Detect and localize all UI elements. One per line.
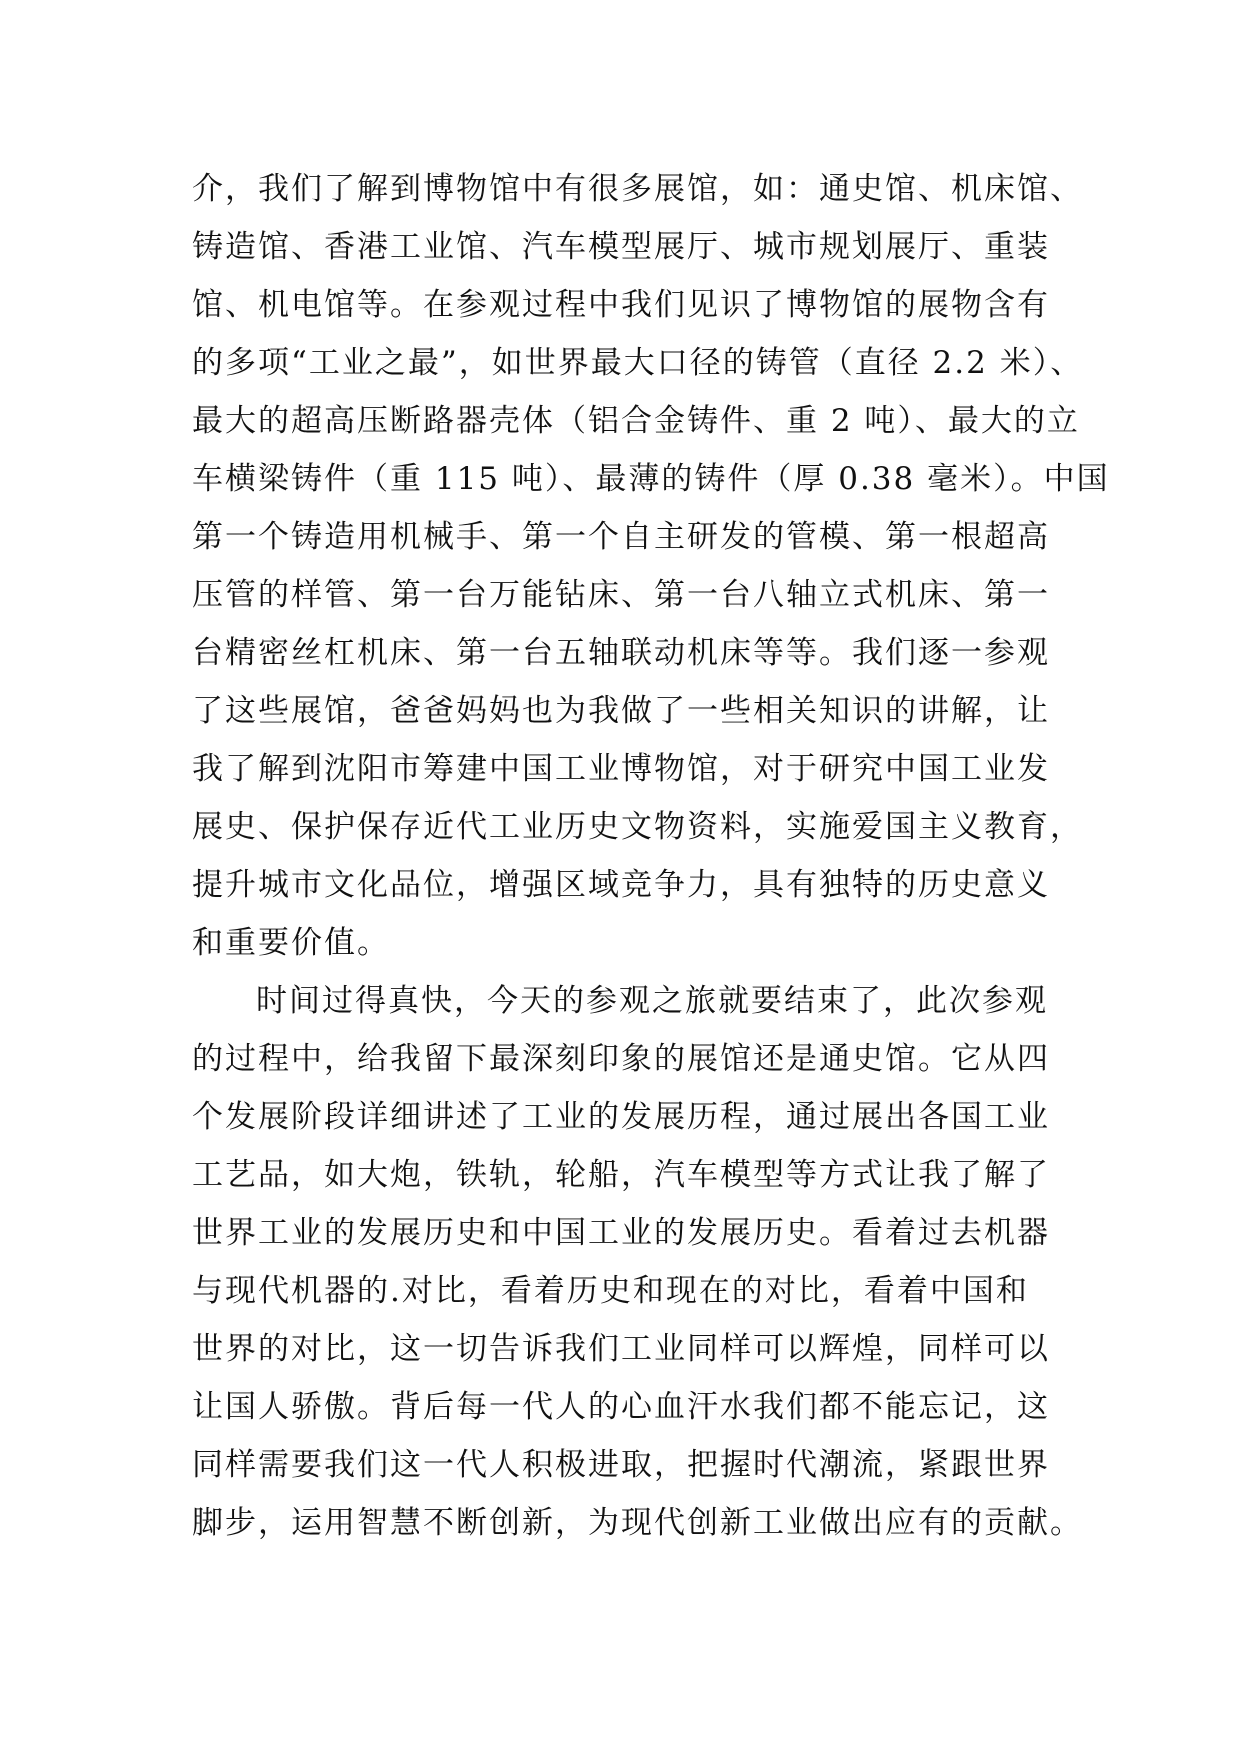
text-line: 介，我们了解到博物馆中有很多展馆，如：通史馆、机床馆、 [192, 171, 1083, 207]
text-line: 同样需要我们这一代人积极进取，把握时代潮流，紧跟世界 [192, 1447, 1050, 1483]
text-line: 车横梁铸件（重 115 吨）、最薄的铸件（厚 0.38 毫米）。中国 [192, 461, 1110, 497]
text-line: 的过程中，给我留下最深刻印象的展馆还是通史馆。它从四 [192, 1041, 1050, 1077]
text-line: 个发展阶段详细讲述了工业的发展历程，通过展出各国工业 [192, 1099, 1050, 1135]
text-line: 让国人骄傲。背后每一代人的心血汗水我们都不能忘记，这 [192, 1389, 1050, 1425]
text-line: 第一个铸造用机械手、第一个自主研发的管模、第一根超高 [192, 519, 1050, 555]
text-line: 了这些展馆，爸爸妈妈也为我做了一些相关知识的讲解，让 [192, 693, 1050, 729]
text-line: 铸造馆、香港工业馆、汽车模型展厅、城市规划展厅、重装 [192, 229, 1050, 265]
text-line: 世界的对比，这一切告诉我们工业同样可以辉煌，同样可以 [192, 1331, 1050, 1367]
text-line: 和重要价值。 [192, 925, 390, 961]
text-line: 脚步，运用智慧不断创新，为现代创新工业做出应有的贡献。 [192, 1505, 1083, 1541]
text-line: 馆、机电馆等。在参观过程中我们见识了博物馆的展物含有 [192, 287, 1050, 323]
text-line: 压管的样管、第一台万能钻床、第一台八轴立式机床、第一 [192, 577, 1050, 613]
text-line: 与现代机器的.对比，看着历史和现在的对比，看着中国和 [192, 1273, 1029, 1309]
paragraph-2 [192, 972, 1092, 1552]
text-line: 的多项“工业之最”，如世界最大口径的铸管（直径 2.2 米）、 [192, 345, 1084, 381]
text-line: 世界工业的发展历史和中国工业的发展历史。看着过去机器 [192, 1215, 1050, 1251]
text-line: 提升城市文化品位，增强区域竞争力，具有独特的历史意义 [192, 867, 1050, 903]
text-line: 展史、保护保存近代工业历史文物资料，实施爱国主义教育， [192, 809, 1083, 845]
text-line: 台精密丝杠机床、第一台五轴联动机床等等。我们逐一参观 [192, 635, 1050, 671]
paragraph-1 [192, 160, 1110, 972]
text-line: 工艺品，如大炮，铁轨，轮船，汽车模型等方式让我了解了 [192, 1157, 1050, 1193]
text-line: 我了解到沈阳市筹建中国工业博物馆，对于研究中国工业发 [192, 751, 1050, 787]
document-body [192, 160, 1110, 1552]
text-line: 最大的超高压断路器壳体（铝合金铸件、重 2 吨）、最大的立 [192, 403, 1080, 439]
text-line: 时间过得真快，今天的参观之旅就要结束了，此次参观 [256, 983, 1048, 1019]
